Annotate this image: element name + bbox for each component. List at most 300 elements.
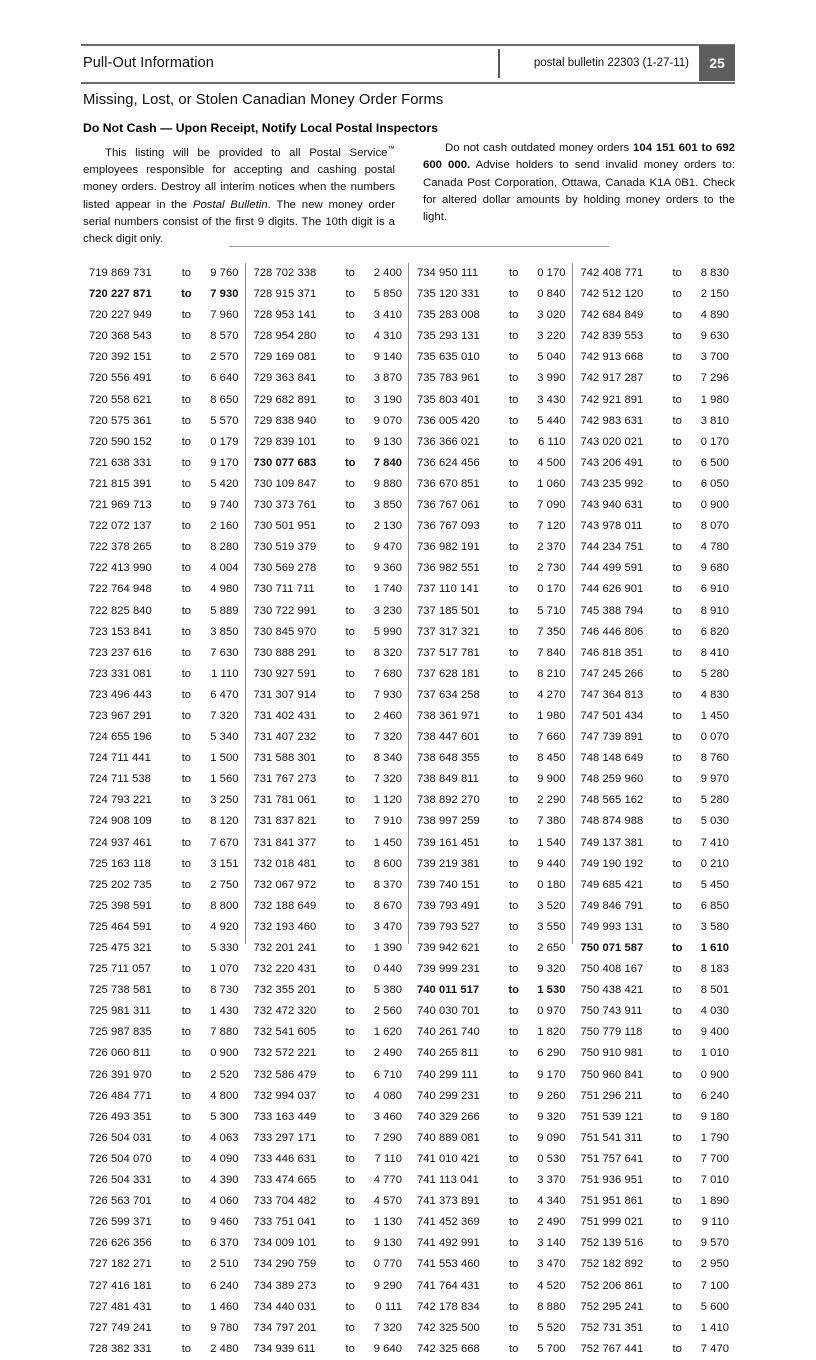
range-end-number: 5 040 [537,351,566,364]
range-end-number: 4 570 [373,1195,402,1208]
table-row [417,1086,566,1107]
range-end-number: 3 810 [700,414,729,427]
table-row [581,959,730,980]
serial-number: 733 446 631 [253,1152,317,1165]
range-connector-label: to [672,878,682,891]
range-connector-label: to [509,1279,519,1292]
serial-number: 731 402 431 [253,709,317,722]
serial-number: 728 702 338 [253,267,317,279]
range-connector-label: to [181,1089,192,1102]
table-row [254,980,403,1001]
range-connector-label: to [345,709,355,722]
range-end-number: 1 120 [373,794,402,807]
range-connector-label: to [345,372,355,385]
serial-number: 747 501 434 [580,709,644,722]
table-row [89,1212,239,1233]
range-end-number: 7 010 [700,1174,729,1187]
table-row [417,263,566,284]
range-connector-label: to [181,794,192,807]
serial-number: 727 416 181 [89,1279,152,1292]
serial-number: 742 325 668 [417,1342,480,1355]
serial-number: 740 299 231 [417,1089,480,1102]
range-connector-label: to [672,731,682,744]
serial-number: 750 743 911 [580,1005,643,1018]
range-end-number: 4 390 [210,1174,239,1187]
table-row [417,917,566,938]
range-connector-label: to [181,1152,192,1165]
table-row [417,432,566,453]
table-row [254,558,403,579]
range-connector-label: to [181,1110,192,1123]
serial-number: 730 722 991 [253,604,317,617]
range-connector-label: to [509,963,519,976]
range-connector-label: to [509,731,519,744]
serial-number: 743 206 491 [580,456,644,469]
table-row [89,959,239,980]
table-row [417,643,566,664]
serial-number: 726 391 970 [89,1068,152,1081]
range-connector-label: to [672,1258,682,1271]
table-row [417,706,566,727]
serial-number: 742 408 771 [580,267,644,279]
serial-number: 732 541 605 [253,1026,317,1039]
serial-number: 736 005 420 [417,414,480,427]
table-row [89,1318,239,1339]
table-row [581,938,730,959]
serial-number: 742 684 849 [580,309,644,322]
range-end-number: 9 440 [537,857,566,870]
range-end-number: 7 910 [373,815,402,828]
range-end-number: 1 450 [373,836,402,849]
range-end-number: 3 020 [537,309,566,322]
range-end-number: 5 420 [210,477,239,490]
range-connector-label: to [345,836,355,849]
table-row [89,748,239,769]
range-end-number: 6 110 [538,435,566,448]
range-end-number: 5 990 [373,625,402,638]
serial-number: 724 655 196 [89,731,152,744]
table-row [254,411,403,432]
range-end-number: 5 600 [700,1300,729,1313]
serial-number: 735 120 331 [417,288,480,301]
table-row [581,558,730,579]
serial-number: 731 307 914 [253,688,317,701]
table-row [581,854,730,875]
range-connector-label: to [181,1342,192,1355]
range-end-number: 2 730 [537,562,566,575]
range-connector-label: to [345,1005,355,1018]
range-end-number: 3 990 [537,372,566,385]
range-end-number: 8 760 [700,752,729,765]
range-end-number: 1 010 [700,1047,729,1060]
range-end-number: 6 240 [210,1279,239,1292]
serial-number: 732 572 221 [253,1047,317,1060]
range-end-number: 5 570 [210,414,239,427]
table-row [254,875,403,896]
serial-number: 723 237 616 [89,646,152,659]
serial-number: 729 838 940 [253,414,317,427]
range-end-number: 3 140 [537,1237,566,1250]
table-row [581,748,730,769]
serial-number: 722 413 990 [89,562,152,575]
serial-number: 720 392 151 [89,351,152,364]
range-end-number: 4 270 [537,688,566,701]
table-row [581,1086,730,1107]
table-row [254,917,403,938]
range-end-number: 7 930 [373,688,402,701]
serial-number: 735 803 401 [417,393,480,406]
range-end-number: 1 740 [373,583,402,596]
range-end-number: 8 280 [210,541,239,554]
range-connector-label: to [181,963,192,976]
range-end-number: 1 130 [373,1216,402,1229]
range-end-number: 7 320 [373,731,402,744]
serial-number: 737 317 321 [417,625,480,638]
range-connector-label: to [181,1047,192,1060]
range-end-number: 6 370 [210,1237,239,1250]
range-end-number: 0 180 [537,878,566,891]
serial-number: 725 738 581 [89,984,152,997]
table-row [417,516,566,537]
table-row [89,453,239,474]
range-end-number: 3 230 [373,604,402,617]
range-end-number: 6 500 [700,456,729,469]
serial-number: 720 227 871 [89,288,152,301]
range-connector-label: to [181,499,192,512]
range-connector-label: to [672,667,682,680]
table-row [417,537,566,558]
range-connector-label: to [345,857,355,870]
serial-number: 749 685 421 [580,878,644,891]
intro-column-left [83,140,395,249]
table-row [89,769,239,790]
serial-number: 719 869 731 [89,267,152,279]
range-connector-label: to [672,1068,682,1081]
range-end-number: 8 320 [373,646,402,659]
range-connector-label: to [345,1279,355,1292]
range-connector-label: to [672,520,682,533]
serial-number: 732 586 479 [253,1068,317,1081]
serial-number: 730 373 761 [253,499,317,512]
table-row [417,769,566,790]
serial-number: 732 472 320 [253,1005,317,1018]
range-connector-label: to [509,393,519,406]
range-end-number: 7 680 [373,667,402,680]
range-connector-label: to [509,773,519,786]
range-connector-label: to [345,667,355,680]
table-row [254,1170,403,1191]
serial-column-body [81,263,245,1360]
range-connector-label: to [672,752,682,765]
range-end-number: 7 880 [210,1026,239,1039]
table-row [89,622,239,643]
range-connector-label: to [672,1300,682,1313]
serial-number: 750 071 587 [580,942,644,954]
table-row [417,1170,566,1191]
table-row [89,1086,239,1107]
range-end-number: 9 460 [210,1216,239,1229]
table-row [581,875,730,896]
serial-number: 727 749 241 [89,1321,152,1334]
range-connector-label: to [509,1342,519,1355]
range-connector-label: to [181,709,192,722]
table-row [417,1297,566,1318]
table-row [581,284,730,305]
serial-number: 722 072 137 [89,520,152,533]
range-connector-label: to [345,1174,355,1187]
range-connector-label: to [672,309,682,322]
serial-number: 745 388 794 [580,604,644,617]
table-row [89,1297,239,1318]
table-row [254,1149,403,1170]
table-row [417,579,566,600]
range-end-number: 7 290 [373,1131,402,1144]
range-connector-label: to [345,1110,355,1123]
table-row [417,1254,566,1275]
range-connector-label: to [672,541,682,554]
range-connector-label: to [181,857,192,870]
range-connector-label: to [345,267,355,279]
serial-number: 740 265 811 [417,1047,479,1060]
range-end-number: 3 850 [210,625,239,638]
range-connector-label: to [345,688,355,701]
table-row [89,326,239,347]
serial-number: 752 767 441 [580,1342,644,1355]
range-connector-label: to [181,752,192,765]
range-end-number: 2 510 [210,1258,239,1271]
table-row [254,537,403,558]
serial-number: 726 599 371 [89,1216,152,1229]
range-connector-label: to [181,393,192,406]
serial-number: 736 767 093 [417,520,480,533]
range-end-number: 6 850 [700,899,729,912]
serial-number: 724 908 109 [89,815,152,828]
serial-number: 723 967 291 [89,709,152,722]
table-row [581,811,730,832]
table-row [581,643,730,664]
range-connector-label: to [672,646,682,659]
range-end-number: 6 050 [700,477,729,490]
serial-number: 737 628 181 [417,667,480,680]
range-end-number: 7 120 [537,520,566,533]
serial-number: 732 355 201 [253,984,317,997]
table-row [417,685,566,706]
range-connector-label: to [672,583,682,596]
table-row [417,896,566,917]
serial-number: 728 915 371 [253,288,317,301]
table-row [254,579,403,600]
table-row [254,347,403,368]
table-row [89,1276,239,1297]
range-connector-label: to [672,836,682,849]
serial-number: 749 190 192 [580,857,644,870]
table-row [89,390,239,411]
serial-number: 730 845 970 [253,625,317,638]
range-connector-label: to [181,984,192,997]
serial-number: 735 635 010 [417,351,480,364]
serial-table-column-3 [408,263,572,1355]
range-end-number: 7 090 [537,499,566,512]
table-row [89,980,239,1001]
table-row [89,1191,239,1212]
range-end-number: 1 110 [211,667,239,680]
range-connector-label: to [345,351,355,364]
table-row [417,347,566,368]
serial-number: 726 626 356 [89,1237,152,1250]
serial-number: 751 999 021 [580,1216,644,1229]
serial-number: 739 219 381 [417,857,480,870]
range-connector-label: to [509,351,519,364]
serial-number: 751 936 951 [580,1174,644,1187]
range-connector-label: to [509,1005,519,1018]
range-end-number: 7 840 [537,646,566,659]
range-end-number: 2 650 [537,942,566,954]
range-connector-label: to [509,857,519,870]
range-connector-label: to [672,1110,682,1123]
range-end-number: 3 370 [537,1174,566,1187]
range-end-number: 1 060 [537,477,566,490]
table-row [581,368,730,389]
range-connector-label: to [509,1152,519,1165]
serial-number: 746 446 806 [580,625,644,638]
serial-number: 735 293 131 [417,330,480,343]
serial-number: 744 626 901 [580,583,644,596]
range-end-number: 1 980 [537,709,566,722]
serial-number: 734 009 101 [253,1237,317,1250]
serial-number: 724 793 221 [89,794,152,807]
table-row [417,1318,566,1339]
range-connector-label: to [672,1131,682,1144]
table-row [254,516,403,537]
serial-number: 723 331 081 [89,667,152,680]
range-connector-label: to [181,920,192,933]
range-end-number: 9 630 [700,330,729,343]
table-row [89,1001,239,1022]
table-row [89,706,239,727]
serial-number: 720 558 621 [89,393,152,406]
range-connector-label: to [672,984,682,997]
range-end-number: 9 470 [373,541,402,554]
serial-number: 743 235 992 [580,477,644,490]
range-end-number: 0 900 [700,1068,729,1081]
serial-number: 732 201 241 [253,942,317,954]
range-end-number: 3 190 [373,393,402,406]
range-end-number: 1 610 [700,942,729,954]
table-row [581,622,730,643]
table-row [417,854,566,875]
table-row [581,495,730,516]
table-row [254,474,403,495]
range-connector-label: to [508,984,519,997]
range-end-number: 5 850 [373,288,402,301]
table-row [89,347,239,368]
range-connector-label: to [181,330,192,343]
range-connector-label: to [509,541,519,554]
table-row [89,875,239,896]
table-row [417,390,566,411]
range-connector-label: to [345,625,355,638]
table-row [89,1149,239,1170]
range-connector-label: to [181,477,192,490]
range-connector-label: to [345,899,355,912]
range-connector-label: to [181,1279,192,1292]
serial-number: 738 997 259 [417,815,480,828]
range-connector-label: to [672,267,682,279]
serial-number: 724 711 538 [89,773,151,786]
serial-number: 737 517 781 [417,646,480,659]
table-row [417,1233,566,1254]
range-connector-label: to [181,1068,192,1081]
range-connector-label: to [345,815,355,828]
serial-number: 738 648 355 [417,752,480,765]
range-end-number: 4 520 [537,1279,566,1292]
range-connector-label: to [345,435,355,448]
serial-number: 721 969 713 [89,499,152,512]
serial-number: 741 113 041 [417,1174,479,1187]
range-end-number: 1 820 [537,1026,566,1039]
serial-number: 747 245 266 [580,667,644,680]
table-row [581,769,730,790]
range-connector-label: to [345,477,355,490]
range-end-number: 8 410 [700,646,729,659]
serial-number: 733 474 665 [253,1174,317,1187]
range-end-number: 6 290 [537,1047,566,1060]
range-end-number: 1 790 [700,1131,729,1144]
table-row [417,1339,566,1360]
range-end-number: 6 470 [210,688,239,701]
serial-number: 742 917 287 [580,372,644,385]
serial-number: 747 364 813 [580,688,644,701]
serial-number: 741 010 421 [417,1152,480,1165]
range-end-number: 5 440 [537,414,566,427]
serial-number: 720 368 543 [89,330,152,343]
table-row [417,748,566,769]
serial-number: 736 982 551 [417,562,480,575]
table-row [417,474,566,495]
serial-number: 751 951 861 [580,1195,644,1208]
range-connector-label: to [181,351,192,364]
range-connector-label: to [509,456,519,469]
range-connector-label: to [672,963,682,976]
range-end-number: 2 370 [537,541,566,554]
range-end-number: 7 630 [210,646,239,659]
serial-number: 725 475 321 [89,942,152,954]
table-row [417,495,566,516]
range-end-number: 5 889 [210,604,239,617]
table-row [581,347,730,368]
range-end-number: 8 120 [210,815,239,828]
range-end-number: 1 430 [210,1005,239,1018]
range-connector-label: to [509,667,519,680]
table-row [581,579,730,600]
range-connector-label: to [345,330,355,343]
serial-number: 736 366 021 [417,435,480,448]
range-end-number: 9 760 [210,267,239,279]
range-connector-label: to [181,1258,192,1271]
serial-number: 720 556 491 [89,372,152,385]
range-end-number: 9 260 [537,1089,566,1102]
range-end-number: 4 920 [210,920,239,933]
range-connector-label: to [672,1026,682,1039]
range-connector-label: to [672,1195,682,1208]
range-connector-label: to [509,604,519,617]
serial-number: 722 764 948 [89,583,152,596]
range-connector-label: to [181,1216,192,1229]
range-connector-label: to [181,562,192,575]
range-end-number: 4 780 [700,541,729,554]
table-row [417,1191,566,1212]
range-end-number: 4 063 [210,1131,239,1144]
